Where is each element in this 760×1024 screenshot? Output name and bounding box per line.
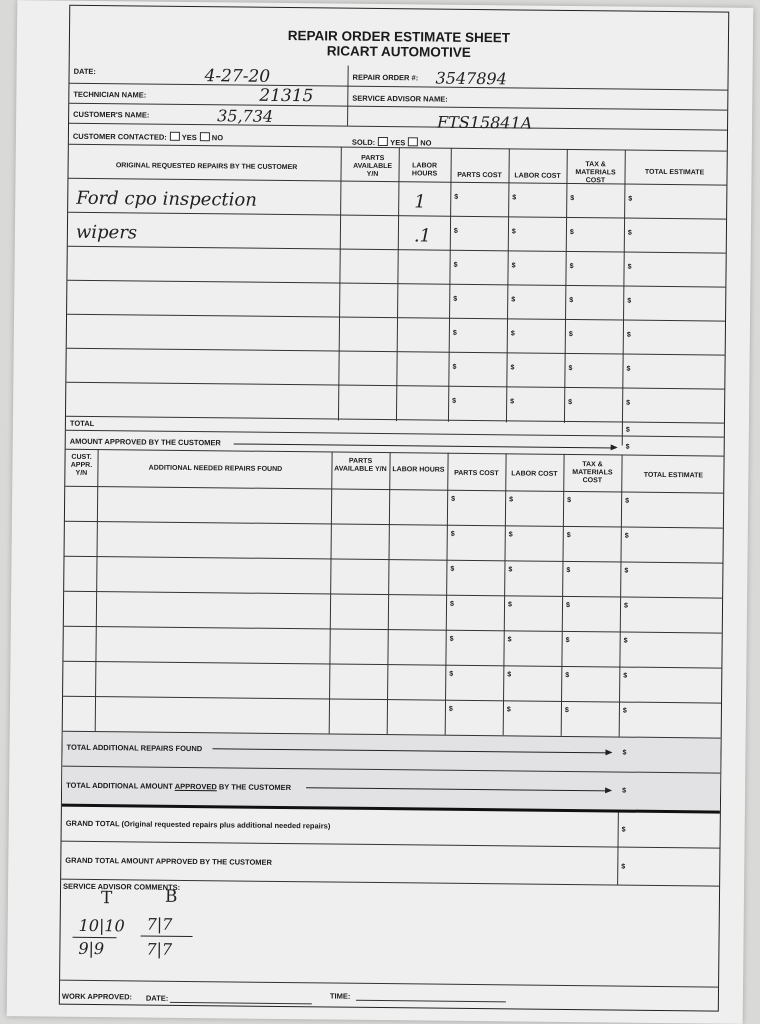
currency-sign: $: [510, 364, 515, 372]
currency-sign: $: [626, 399, 631, 407]
total-additional-approved-currency: $: [622, 787, 627, 795]
currency-sign: $: [512, 194, 517, 202]
header-line: [65, 486, 723, 494]
currency-sign: $: [568, 330, 573, 339]
vin-value: FTS15841A: [436, 112, 533, 133]
orig-header-parts-cost: PARTS COST: [457, 171, 502, 180]
col-divider: [561, 454, 565, 736]
col-divider: [445, 453, 449, 735]
customer-name-value: 35,734: [217, 106, 274, 126]
currency-sign: $: [511, 262, 516, 270]
grand-total-label: [66, 819, 331, 831]
grand-total-bold: GRAND TOTAL: [65, 818, 120, 829]
add-header-cust-appr: CUST. APPR. Y/N: [70, 453, 93, 477]
row-line: [63, 696, 721, 704]
info-line: [69, 83, 727, 91]
currency-sign: $: [511, 296, 516, 304]
approved-prefix: TOTAL ADDITIONAL AMOUNT: [66, 780, 175, 791]
orig-header-parts-available: PARTS AVAILABLE Y/N: [353, 154, 393, 178]
add-header-parts-available: PARTS AVAILABLE Y/N: [334, 457, 387, 474]
currency-sign: $: [622, 707, 627, 715]
amount-approved-label: AMOUNT APPROVED BY THE CUSTOMER: [69, 436, 221, 448]
contacted-no-label: NO: [211, 133, 224, 143]
grand-total-line: [62, 841, 720, 849]
add-header-labor-hours: LABOR HOURS: [392, 466, 445, 474]
currency-sign: $: [628, 195, 633, 203]
currency-sign: $: [510, 398, 515, 406]
col-divider: [503, 453, 507, 735]
row-line: [66, 416, 724, 424]
currency-sign: $: [453, 227, 458, 235]
technician-value: 21315: [259, 85, 314, 107]
comment-col2-top: 7|7: [146, 914, 173, 934]
form-subtitle: RICART AUTOMOTIVE: [326, 43, 471, 60]
currency-sign: $: [569, 228, 574, 237]
currency-sign: $: [449, 635, 454, 643]
currency-sign: $: [624, 567, 629, 575]
form-title: REPAIR ORDER ESTIMATE SHEET: [287, 28, 511, 46]
sold-label: SOLD:: [351, 137, 376, 147]
date-footer-label: DATE:: [145, 993, 169, 1003]
comment-col2-bottom: 7|7: [146, 939, 173, 959]
info-divider: [347, 66, 349, 126]
currency-sign: $: [623, 602, 628, 610]
info-line: [69, 123, 727, 131]
amount-approved-currency: $: [625, 443, 630, 451]
sold-row: [352, 137, 432, 148]
customer-contacted-row: [73, 131, 223, 143]
currency-sign: $: [508, 566, 513, 574]
currency-sign: $: [566, 566, 571, 574]
service-advisor-label: SERVICE ADVISOR NAME:: [352, 93, 448, 104]
currency-sign: $: [565, 636, 570, 644]
sold-yes-label: YES: [390, 138, 406, 148]
currency-sign: $: [627, 263, 632, 271]
currency-sign: $: [623, 637, 628, 645]
orig-header-labor-cost: LABOR COST: [514, 172, 561, 180]
currency-sign: $: [567, 496, 572, 504]
sold-yes-checkbox[interactable]: [378, 137, 388, 146]
comment-col1-top: 10|10: [78, 915, 125, 936]
footer-line: [60, 980, 718, 988]
currency-sign: $: [451, 495, 456, 503]
date-value: 4-27-20: [204, 66, 271, 87]
labor-hours-value[interactable]: 1: [414, 191, 426, 213]
currency-sign: $: [624, 532, 629, 540]
comment-col1-bottom: 9|9: [78, 938, 105, 959]
currency-sign: $: [507, 636, 512, 644]
contacted-yes-label: YES: [181, 132, 197, 143]
labor-hours-value[interactable]: .1: [413, 225, 432, 247]
row-line: [63, 661, 721, 669]
contacted-no-checkbox[interactable]: [200, 132, 210, 141]
add-header-repairs: ADDITIONAL NEEDED REPAIRS FOUND: [148, 464, 283, 473]
tally-line: [141, 936, 193, 938]
currency-sign: $: [450, 600, 454, 608]
add-header-labor-cost: LABOR COST: [511, 470, 558, 478]
total-additional-found-currency: $: [622, 749, 627, 757]
currency-sign: $: [450, 565, 455, 573]
comment-col2-head: B: [164, 886, 178, 907]
orig-header-total: TOTAL ESTIMATE: [644, 168, 705, 177]
orig-header-labor-hours: LABOR HOURS: [411, 162, 438, 178]
currency-sign: $: [568, 364, 573, 373]
currency-sign: $: [506, 706, 511, 714]
row-line: [65, 521, 723, 529]
currency-sign: $: [568, 398, 573, 407]
repair-order-label: REPAIR ORDER #:: [352, 72, 419, 83]
currency-sign: $: [508, 531, 513, 539]
currency-sign: $: [450, 530, 455, 538]
currency-sign: $: [626, 365, 631, 373]
approved-suffix: BY THE CUSTOMER: [216, 782, 292, 793]
date-footer-field[interactable]: [170, 1002, 312, 1004]
add-header-tax: TAX & MATERIALS COST: [572, 461, 613, 485]
col-divider: [387, 452, 391, 734]
currency-sign: $: [453, 295, 458, 303]
info-line: [69, 103, 727, 111]
currency-sign: $: [509, 496, 514, 504]
work-approved-label: WORK APPROVED:: [61, 991, 133, 1002]
original-total-currency: $: [625, 426, 630, 434]
repair-description[interactable]: wipers: [75, 221, 138, 244]
customer-name-label: CUSTOMER'S NAME:: [73, 109, 150, 120]
col-divider: [95, 449, 99, 731]
currency-sign: $: [452, 329, 457, 337]
col-divider: [329, 451, 333, 733]
currency-sign: $: [566, 531, 571, 539]
total-additional-found-label: TOTAL ADDITIONAL REPAIRS FOUND: [66, 742, 203, 754]
add-header-parts-cost: PARTS COST: [454, 469, 499, 478]
currency-sign: $: [564, 706, 569, 714]
currency-sign: $: [569, 296, 574, 305]
currency-sign: $: [510, 330, 515, 338]
add-header-total: TOTAL ESTIMATE: [643, 471, 704, 480]
date-label: DATE:: [73, 66, 97, 77]
orig-header-repairs: ORIGINAL REQUESTED REPAIRS BY THE CUSTOMER: [115, 162, 298, 172]
col-divider: [617, 455, 626, 885]
currency-sign: $: [452, 363, 457, 371]
currency-sign: $: [454, 193, 459, 201]
currency-sign: $: [627, 297, 632, 305]
currency-sign: $: [565, 601, 570, 609]
approved-underlined: APPROVED: [174, 781, 217, 792]
currency-sign: $: [623, 672, 628, 680]
paper-sheet: [7, 0, 754, 1024]
currency-sign: $: [565, 671, 570, 679]
sold-no-checkbox[interactable]: [408, 137, 418, 146]
original-total-label: TOTAL: [69, 418, 95, 429]
currency-sign: $: [507, 601, 512, 609]
grand-total-approved-currency: $: [621, 863, 626, 871]
currency-sign: $: [452, 397, 457, 405]
comment-col1-head: T: [100, 888, 113, 909]
grand-total-currency: $: [621, 826, 626, 834]
repair-order-form: [59, 5, 729, 1012]
currency-sign: $: [449, 670, 454, 678]
currency-sign: $: [627, 229, 632, 237]
orig-header-tax: TAX & MATERIALS COST: [575, 161, 616, 185]
technician-label: TECHNICIAN NAME:: [73, 89, 147, 100]
repair-description[interactable]: Ford cpo inspection: [76, 187, 257, 211]
time-footer-label: TIME:: [329, 991, 351, 1001]
sold-no-label: NO: [420, 138, 432, 148]
currency-sign: $: [626, 331, 631, 339]
grand-total-note: (Original requested repairs plus additional needed repairs): [119, 819, 331, 831]
currency-sign: $: [625, 497, 630, 505]
customer-contacted-label: CUSTOMER CONTACTED:: [72, 131, 167, 142]
grand-total-approved-label: GRAND TOTAL AMOUNT APPROVED BY THE CUSTOMER: [65, 855, 273, 867]
row-line: [65, 556, 723, 564]
time-footer-field[interactable]: [356, 1000, 506, 1003]
service-advisor-comments-label: SERVICE ADVISOR COMMENTS:: [63, 881, 181, 892]
currency-sign: $: [507, 671, 512, 679]
contacted-yes-checkbox[interactable]: [170, 132, 180, 141]
amount-approved-arrow: [234, 443, 616, 448]
row-line: [64, 626, 722, 634]
repair-order-value: 3547894: [435, 68, 507, 89]
currency-sign: $: [453, 261, 458, 269]
currency-sign: $: [511, 228, 516, 236]
currency-sign: $: [448, 705, 453, 713]
currency-sign: $: [569, 262, 574, 271]
row-line: [64, 591, 722, 599]
currency-sign: $: [570, 194, 575, 203]
